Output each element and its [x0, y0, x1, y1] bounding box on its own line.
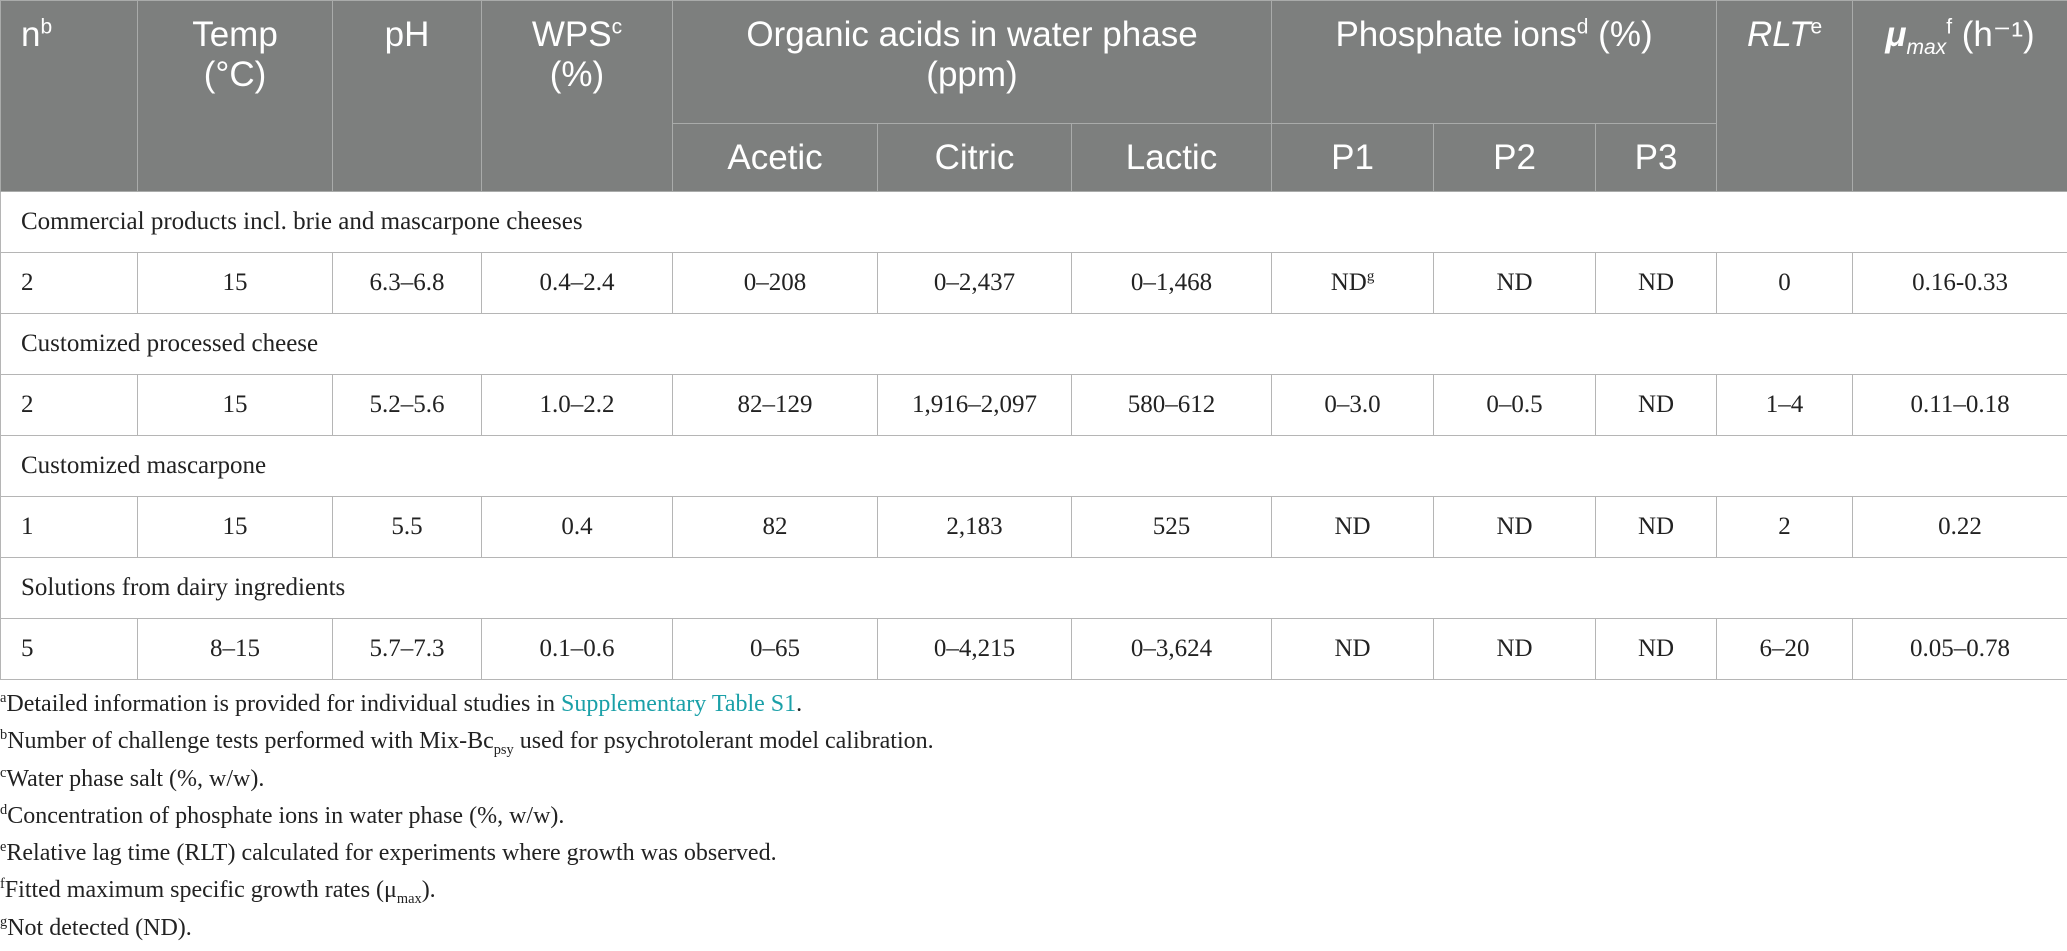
- cell-ph: 5.7–7.3: [333, 619, 482, 680]
- cell-wps: 0.4–2.4: [482, 253, 673, 314]
- cell-p2: ND: [1434, 497, 1596, 558]
- header-rlt: RLT$^e$: [1717, 1, 1853, 192]
- section-title: Customized processed cheese: [1, 314, 2067, 375]
- header-mumax: $\mu_{max}^f$ (h⁻¹): [1853, 1, 2067, 192]
- cell-rlt: 2: [1717, 497, 1853, 558]
- footnote-d: $^d$Concentration of phosphate ions in water phase (%, w/w).: [0, 801, 565, 829]
- table-row: [1, 619, 2067, 680]
- cell-mumax: 0.22: [1853, 497, 2067, 558]
- header-acetic: Acetic: [673, 124, 878, 192]
- cell-rlt: 6–20: [1717, 619, 1853, 680]
- cell-lactic: 0–1,468: [1072, 253, 1272, 314]
- header-lactic: Lactic: [1072, 124, 1272, 192]
- cell-p3: ND: [1596, 375, 1717, 436]
- header-citric: Citric: [878, 124, 1072, 192]
- cell-citric: 2,183: [878, 497, 1072, 558]
- cell-p3: ND: [1596, 253, 1717, 314]
- cell-acetic: 82: [673, 497, 878, 558]
- cell-p1: ND: [1272, 497, 1434, 558]
- cell-acetic: 82–129: [673, 375, 878, 436]
- header-organic-acids: Organic acids in water phase (ppm): [673, 1, 1272, 124]
- cell-p1: 0–3.0: [1272, 375, 1434, 436]
- cell-acetic: 0–65: [673, 619, 878, 680]
- cell-lactic: 525: [1072, 497, 1272, 558]
- cell-ph: 5.5: [333, 497, 482, 558]
- footnote-g: $^g$Not detected (ND).: [0, 913, 192, 941]
- header-wps: WPS$^c$ (%): [482, 1, 673, 192]
- cell-citric: 0–4,215: [878, 619, 1072, 680]
- cell-p2: ND: [1434, 619, 1596, 680]
- header-p2: P2: [1434, 124, 1596, 192]
- cell-lactic: 580–612: [1072, 375, 1272, 436]
- cell-wps: 0.4: [482, 497, 673, 558]
- cell-lactic: 0–3,624: [1072, 619, 1272, 680]
- cell-p2: 0–0.5: [1434, 375, 1596, 436]
- cell-rlt: 1–4: [1717, 375, 1853, 436]
- cell-temp: 15: [138, 497, 333, 558]
- cell-temp: 15: [138, 253, 333, 314]
- footnote-a: $^a$Detailed information is provided for individual studies in Supplementary Table S1.: [0, 690, 803, 717]
- cell-temp: 8–15: [138, 619, 333, 680]
- cell-citric: 1,916–2,097: [878, 375, 1072, 436]
- cell-citric: 0–2,437: [878, 253, 1072, 314]
- footnote-f: $^f$Fitted maximum specific growth rates $(\mu_{max})$.: [0, 876, 436, 908]
- cell-mumax: 0.05–0.78: [1853, 619, 2067, 680]
- section-row-solutions: [1, 558, 2067, 619]
- header-temp: Temp (°C): [138, 1, 333, 192]
- section-title: Solutions from dairy ingredients: [1, 558, 2067, 619]
- cell-rlt: 0: [1717, 253, 1853, 314]
- cell-wps: 1.0–2.2: [482, 375, 673, 436]
- header-ph: pH: [333, 1, 482, 192]
- cell-p1: $ND^g$: [1272, 253, 1434, 314]
- footnote-b: $^b$Number of challenge tests performed with Mix-$Bc_{psy}$ used for psychrotolerant model calibration.: [0, 727, 934, 759]
- section-row-processed: [1, 314, 2067, 375]
- header-p3: P3: [1596, 124, 1717, 192]
- header-n: $n^b$: [1, 1, 138, 192]
- cell-p3: ND: [1596, 619, 1717, 680]
- supplementary-table-link[interactable]: Supplementary Table S1: [560, 691, 797, 717]
- footnote-c: $^c$Water phase salt (%, w/w).: [0, 764, 265, 792]
- cell-p3: ND: [1596, 497, 1717, 558]
- cell-ph: 5.2–5.6: [333, 375, 482, 436]
- header-phosphate: Phosphate ions$^d$ (%): [1272, 1, 1717, 124]
- cell-mumax: 0.16-0.33: [1853, 253, 2067, 314]
- cell-p1: ND: [1272, 619, 1434, 680]
- table-row: [1, 253, 2067, 314]
- table-row: [1, 375, 2067, 436]
- cell-ph: 6.3–6.8: [333, 253, 482, 314]
- cell-n: 1: [1, 497, 138, 558]
- cell-n: 2: [1, 375, 138, 436]
- section-row-commercial: [1, 192, 2067, 253]
- header-p1: P1: [1272, 124, 1434, 192]
- table-row: [1, 497, 2067, 558]
- section-row-mascarpone: [1, 436, 2067, 497]
- cell-p2: ND: [1434, 253, 1596, 314]
- cell-acetic: 0–208: [673, 253, 878, 314]
- footnote-e: $^e$Relative lag time (RLT) calculated for experiments where growth was observed.: [0, 839, 777, 867]
- cell-temp: 15: [138, 375, 333, 436]
- section-title: Customized mascarpone: [1, 436, 2067, 497]
- section-title: Commercial products incl. brie and mascarpone cheeses: [1, 192, 2067, 253]
- cell-n: 5: [1, 619, 138, 680]
- cell-mumax: 0.11–0.18: [1853, 375, 2067, 436]
- cell-n: 2: [1, 253, 138, 314]
- footnotes: [0, 686, 2067, 947]
- cell-wps: 0.1–0.6: [482, 619, 673, 680]
